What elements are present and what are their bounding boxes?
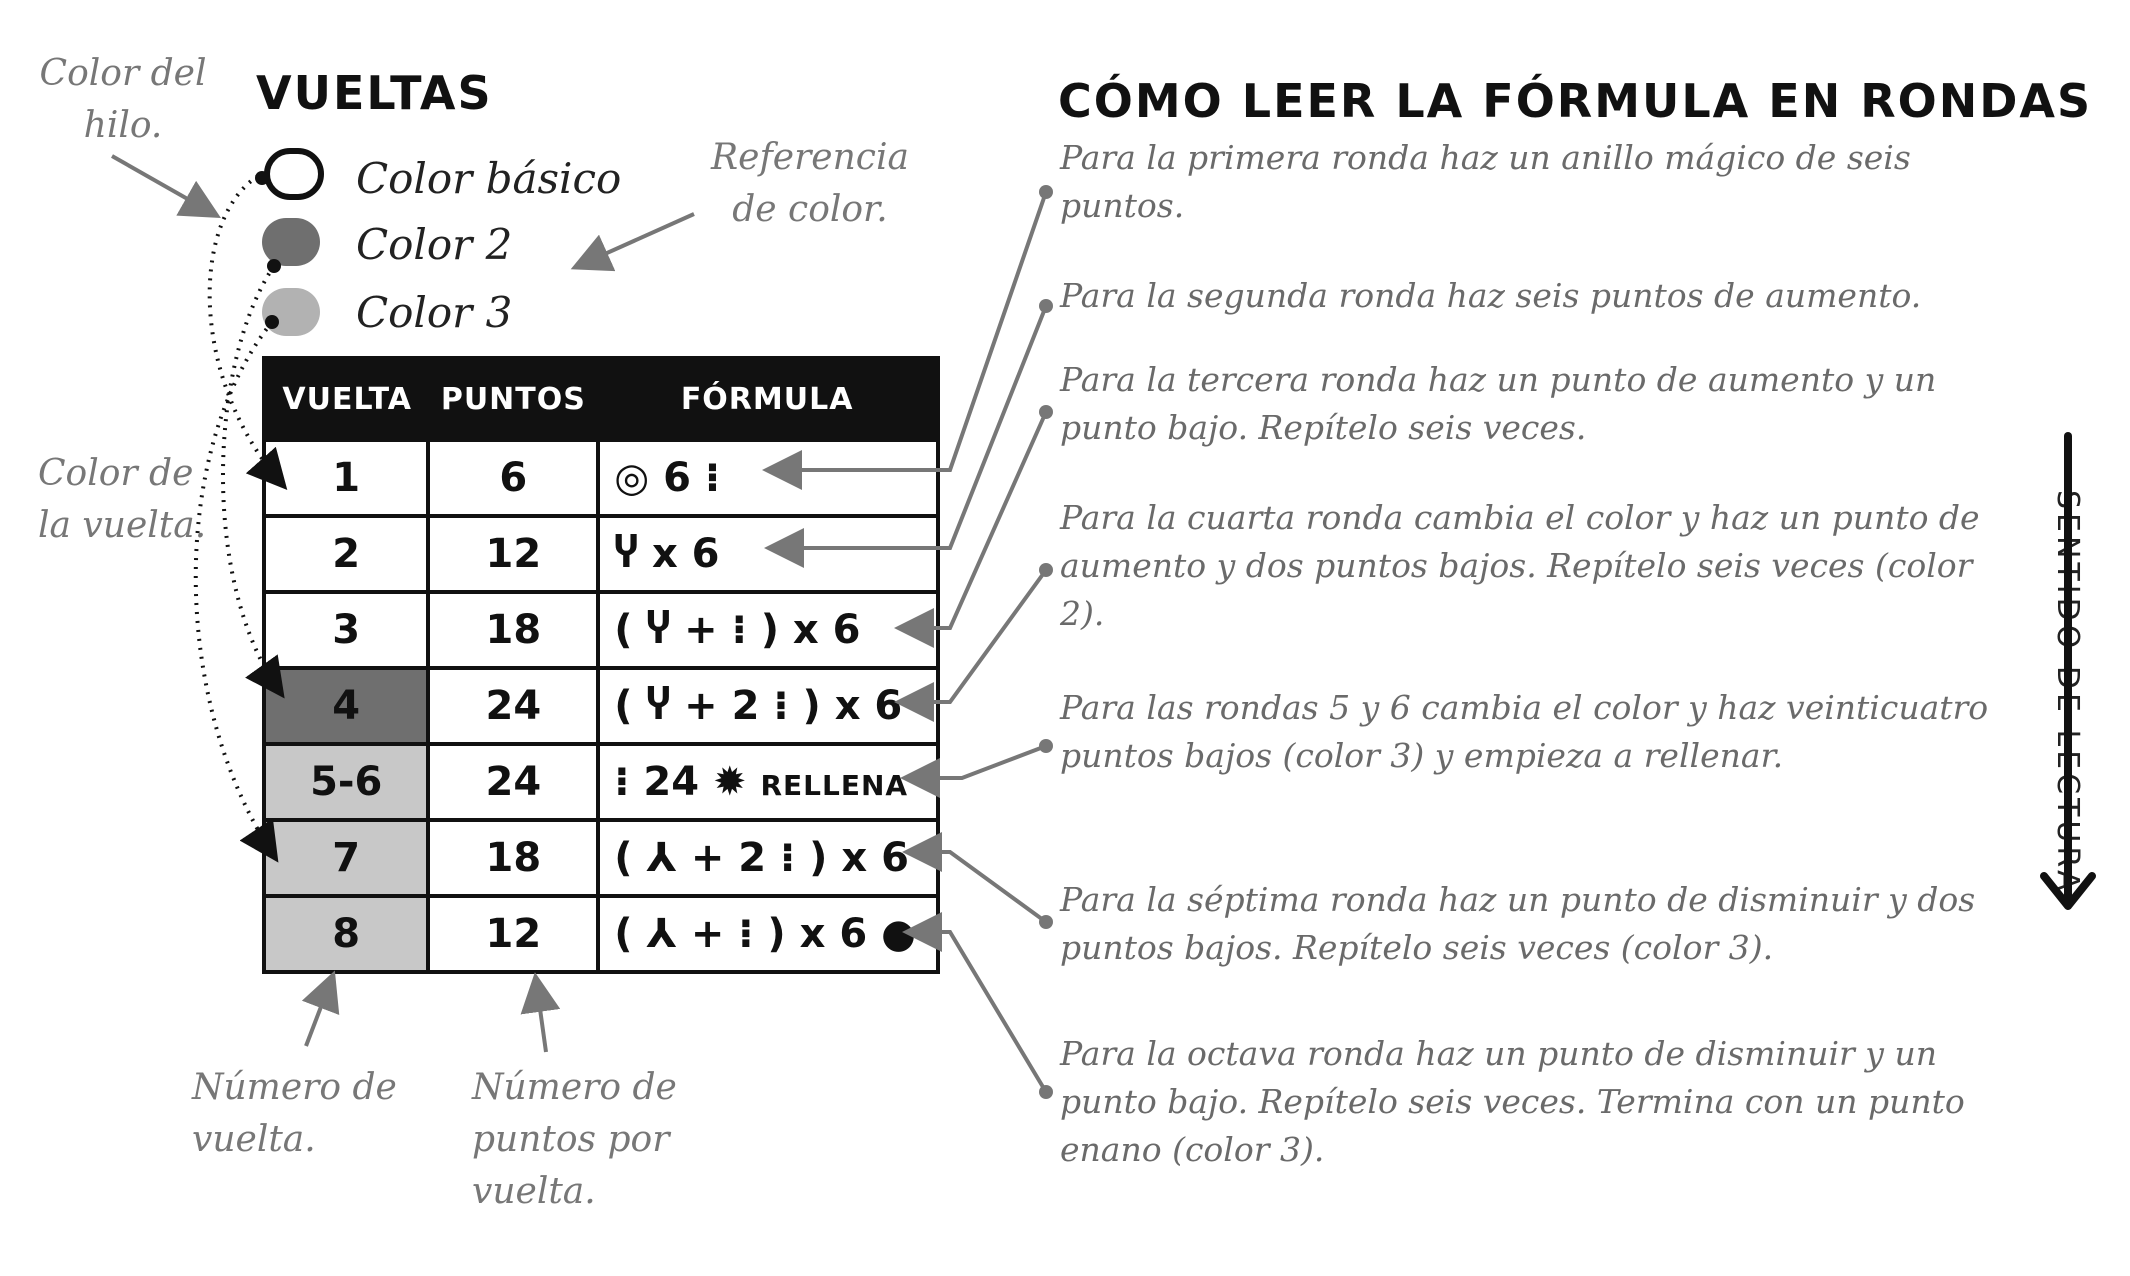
table-row: [264, 668, 938, 744]
color-basico-swatch: [264, 148, 324, 200]
round-number: 8: [264, 896, 428, 972]
stitch-count: 12: [428, 516, 598, 592]
round-number: 3: [264, 592, 428, 668]
instruction-round-8: Para la octava ronda haz un punto de disminuir y un punto bajo. Repítelo seis veces. Termina con un punto enano (color 3).: [1060, 1034, 1965, 1169]
annotation-color-hilo: Color del hilo.: [39, 53, 207, 147]
instruction-round-7: Para la séptima ronda haz un punto de disminuir y dos puntos bajos. Repítelo seis veces (color 3).: [1060, 880, 1976, 967]
annotation-color-vuelta: Color de la vuelta.: [38, 453, 207, 547]
rounds-table: [262, 356, 940, 974]
round-number: 5-6: [264, 744, 428, 820]
arrow-numero-puntos: [536, 980, 546, 1052]
legend-title: VUELTAS: [256, 66, 493, 120]
instruction-round-4: Para la cuarta ronda cambia el color y haz un punto de aumento y dos puntos bajos. Repítelo seis veces (color 2).: [1060, 498, 1980, 633]
annotation-numero-puntos: Número de puntos por vuelta.: [472, 1067, 677, 1213]
table-row: [264, 516, 938, 592]
arrow-referencia-color: [578, 214, 694, 266]
round-formula: ( Ⴤ + ⁝ ) x 6: [598, 592, 938, 668]
instruction-round-1: Para la primera ronda haz un anillo mágico de seis puntos.: [1060, 138, 1911, 225]
round-formula: ( ⅄ + ⁝ ) x 6 ●–: [598, 896, 938, 972]
stitch-count: 18: [428, 820, 598, 896]
instructions-title: CÓMO LEER LA FÓRMULA EN RONDAS: [1058, 74, 2093, 128]
round-number: 2: [264, 516, 428, 592]
arrow-numero-vuelta: [306, 978, 332, 1046]
table-row: [264, 820, 938, 896]
round-formula-symbols: ⁝ 24 ✹: [614, 759, 747, 805]
round-formula: ◎ 6 ⁝: [598, 440, 938, 516]
annotation-referencia-color: Referencia de color.: [711, 137, 909, 231]
rellena-label: RELLENA: [760, 769, 909, 802]
round-number: 1: [264, 440, 428, 516]
table-row: [264, 440, 938, 516]
header-formula: FÓRMULA: [598, 358, 938, 440]
round-number: 4: [264, 668, 428, 744]
color-3-swatch: [262, 288, 320, 336]
reading-direction-label: SENTIDO DE LECTURA: [2050, 490, 2085, 895]
legend-item-color-3: Color 3: [356, 288, 513, 337]
arrow-color-hilo: [112, 156, 214, 214]
table-row: [264, 896, 938, 972]
legend-item-color-2: Color 2: [356, 220, 513, 269]
stitch-count: 6: [428, 440, 598, 516]
legend-item-color-basico: Color básico: [356, 154, 622, 203]
header-puntos: PUNTOS: [428, 358, 598, 440]
stitch-count: 24: [428, 668, 598, 744]
round-formula: Ⴤ x 6: [598, 516, 938, 592]
stitch-count: 12: [428, 896, 598, 972]
instruction-round-5-6: Para las rondas 5 y 6 cambia el color y haz veinticuatro puntos bajos (color 3) y empieza a rellenar.: [1060, 688, 1989, 775]
round-formula: ( Ⴤ + 2 ⁝ ) x 6: [598, 668, 938, 744]
table-row: [264, 744, 938, 820]
header-vuelta: VUELTA: [264, 358, 428, 440]
stitch-count: 18: [428, 592, 598, 668]
table-header-row: [264, 358, 938, 440]
round-formula: ( ⅄ + 2 ⁝ ) x 6: [598, 820, 938, 896]
color-2-swatch: [262, 218, 320, 266]
round-formula: [598, 744, 938, 820]
annotation-numero-vuelta: Número de vuelta.: [192, 1067, 397, 1161]
table-row: [264, 592, 938, 668]
round-number: 7: [264, 820, 428, 896]
instruction-round-2: Para la segunda ronda haz seis puntos de aumento.: [1060, 276, 1922, 315]
instruction-round-3: Para la tercera ronda haz un punto de aumento y un punto bajo. Repítelo seis veces.: [1060, 360, 1937, 447]
stitch-count: 24: [428, 744, 598, 820]
